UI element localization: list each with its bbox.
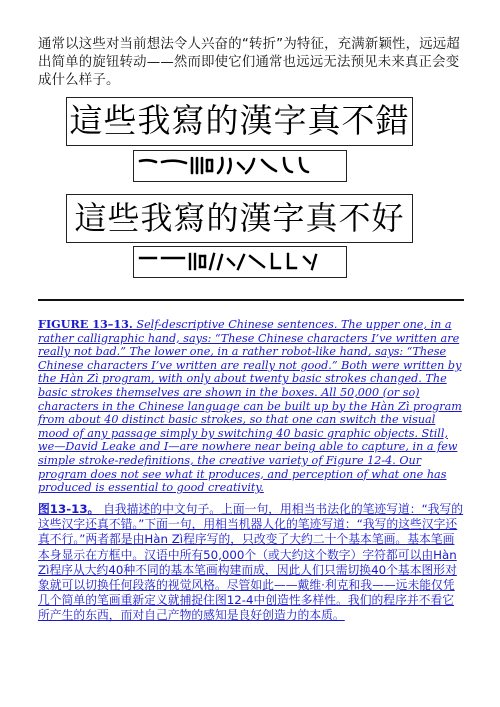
intro-paragraph: 通常以这些对当前想法令人兴奋的“转折”为特征，充满新颖性，远远超出简单的旋钮转动——然而即使它们通常也远远无法预见未来真正会变成什么样子。 bbox=[38, 37, 460, 88]
figure-label-english: FIGURE 13–13. bbox=[38, 317, 133, 331]
robotic-strokes-illustration bbox=[134, 247, 346, 277]
calligraphic-sentence-panel bbox=[66, 97, 413, 146]
figure-caption-chinese[interactable] bbox=[38, 502, 464, 624]
figure-caption-english-text: Self-descriptive Chinese sentences. The upper one, in a rather calligraphic hand, says: “These Chinese characters I’ve written are really not bad.” The lower one, in a rather robot-like hand, says: “These Chinese characters I’ve written are really not good.” Both were written by the Hàn Zì program, with only about twenty basic strokes changed. The basic strokes themselves are shown in the boxes. All 50,000 (or so) characters in the Chinese language can be built up by the Hàn Zì program from about 40 distinct basic strokes, so that one can switch the visual mood of any passage simply by switching 40 basic graphic objects. Still, we—David Leake and I—are nowhere near being able to capture, in a few simple stroke-redefinitions, the creative variety of Figure 12-4. Our program does not see what it produces, and perception of what one has produced is essential to good creativity. bbox=[38, 318, 462, 495]
figure-label-chinese: 图13-13。 bbox=[38, 502, 100, 516]
calligraphic-strokes-box bbox=[133, 150, 347, 182]
calligraphic-strokes-illustration bbox=[134, 151, 346, 181]
figure-caption-chinese-text: 自我描述的中文句子。上面一句，用相当书法化的笔迹写道：“我写的这些汉字还真不错。”下面一句，用相当机器人化的笔迹写道：“我写的这些汉字还真不行。”两者都是由Hàn Zì程序写的，只改变了大约二十个基本笔画。基本笔画本身显示在方框中。汉语中所有50,000个（或大约这个数字）字符都可以由Hàn Zì程序从大约40种不同的基本笔画构建而成，因此人们只需切换40个基本图形对象就可以切换任何段落的视觉风格。尽管如此——戴维·利克和我——远未能仅凭几个简单的笔画重新定义就捕捉住图12-4中创造性多样性。我们的程序并不看它所产生的东西，而对自己产物的感知是良好创造力的本质。 bbox=[38, 502, 464, 623]
calligraphic-sentence: 這些我寫的漢字真不錯 bbox=[69, 101, 410, 140]
robotic-sentence: 這些我寫的漢字真不好 bbox=[74, 199, 405, 237]
robotic-sentence-panel bbox=[66, 194, 413, 243]
section-divider bbox=[38, 299, 464, 301]
figure-caption-english[interactable] bbox=[38, 318, 464, 495]
robotic-strokes-box bbox=[133, 246, 347, 278]
